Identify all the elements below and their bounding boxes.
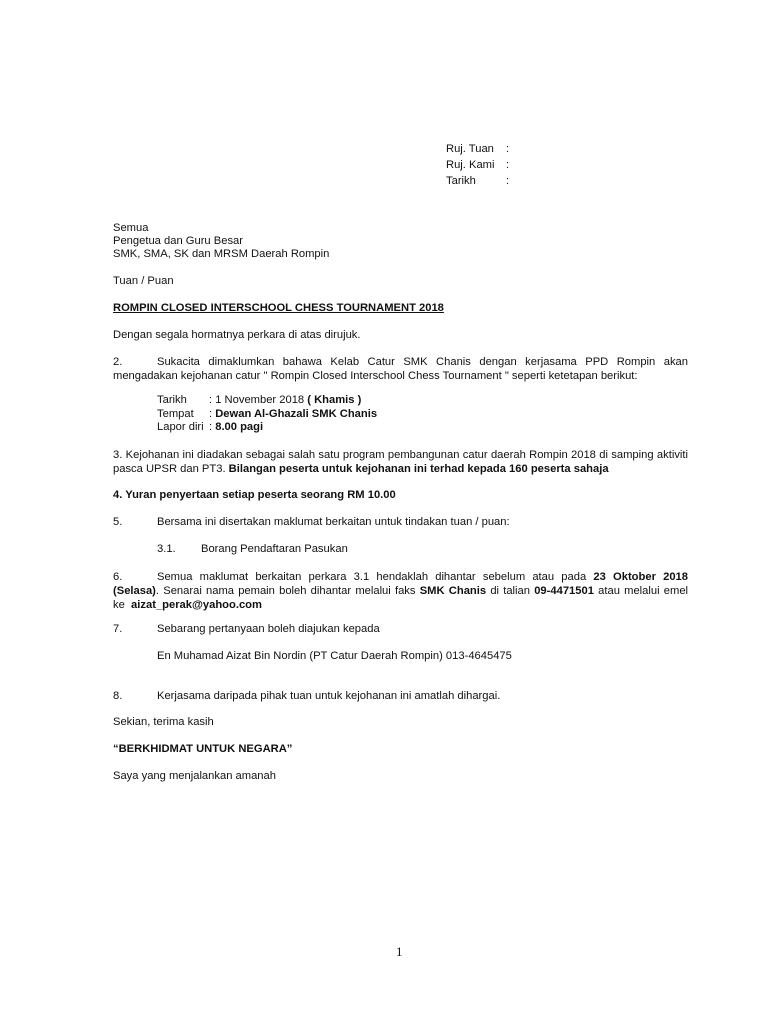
ref-colon: : (506, 159, 510, 171)
salutation: Tuan / Puan (113, 275, 174, 287)
paragraph-8 (113, 690, 500, 702)
email-link[interactable]: aizat_perak@yahoo.com (131, 599, 262, 611)
paragraph-3-bold: Bilangan peserta untuk kejohanan ini terhad kepada 160 peserta sahaja (228, 463, 609, 475)
ref-ruj-kami (446, 159, 509, 171)
detail-tempat-value: Dewan Al-Ghazali SMK Chanis (215, 408, 378, 420)
ref-ruj-tuan-label: Ruj. Tuan (446, 143, 494, 155)
paragraph-5-item (157, 543, 348, 555)
paragraph-3-text: 3. Kejohanan ini diadakan sebagai salah satu program pembangunan catur daerah Rompin 2018 di samping aktiviti pasca UPSR dan PT3. (113, 449, 688, 475)
contact-line: En Muhamad Aizat Bin Nordin (PT Catur Daerah Rompin) 013-4645475 (157, 650, 512, 662)
recipient-line3: SMK, SMA, SK dan MRSM Daerah Rompin (113, 248, 330, 260)
motto: “BERKHIDMAT UNTUK NEGARA” (113, 743, 293, 755)
paragraph-6-text4: atau melalui emel ke (113, 585, 689, 611)
ref-ruj-kami-label: Ruj. Kami (446, 159, 495, 171)
detail-tarikh-value: : 1 November 2018 (209, 394, 305, 406)
closing-line: Sekian, terima kasih (113, 716, 214, 728)
signoff: Saya yang menjalankan amanah (113, 770, 276, 782)
paragraph-5 (113, 516, 510, 528)
paragraph-3 (113, 448, 688, 476)
paragraph-2 (113, 355, 688, 383)
opening-line: Dengan segala hormatnya perkara di atas dirujuk. (113, 329, 361, 341)
ref-tarikh (446, 175, 509, 187)
detail-tarikh-day: ( Khamis ) (307, 394, 362, 406)
subject-title: ROMPIN CLOSED INTERSCHOOL CHESS TOURNAMENT 2018 (113, 302, 444, 314)
paragraph-6-text1: Semua maklumat berkaitan perkara 3.1 hendaklah dihantar sebelum atau pada (157, 571, 587, 583)
paragraph-5-text: Bersama ini disertakan maklumat berkaitan untuk tindakan tuan / puan: (157, 516, 510, 528)
paragraph-6 (113, 570, 688, 612)
paragraph-8-number: 8. (113, 690, 123, 702)
paragraph-2-text: Sukacita dimaklumkan bahawa Kelab Catur SMK Chanis dengan kerjasama PPD Rompin akan mengadakan kejohanan catur " Rompin Closed Interschool Chess Tournament " seperti ketetapan berikut: (113, 356, 688, 382)
ref-colon: : (506, 143, 510, 155)
paragraph-8-text: Kerjasama daripada pihak tuan untuk kejohanan ini amatlah dihargai. (157, 690, 501, 702)
ref-colon: : (506, 175, 510, 187)
page-number: 1 (396, 944, 403, 959)
paragraph-7-number: 7. (113, 623, 123, 635)
paragraph-6-text3: di talian (490, 585, 530, 597)
detail-lapor-colon: : (209, 421, 213, 433)
paragraph-6-text2: . Senarai nama pemain boleh dihantar melalui faks (155, 585, 416, 597)
paragraph-5-number: 5. (113, 516, 123, 528)
paragraph-2-number: 2. (113, 356, 123, 368)
detail-tempat-label: Tempat (157, 408, 194, 420)
item-text: Borang Pendaftaran Pasukan (201, 543, 348, 555)
paragraph-6-number: 6. (113, 571, 123, 583)
paragraph-7 (113, 623, 380, 635)
recipient-line1: Semua (113, 222, 149, 234)
paragraph-7-text: Sebarang pertanyaan boleh diajukan kepada (157, 623, 380, 635)
detail-lapor-diri (157, 421, 263, 433)
paragraph-4: 4. Yuran penyertaan setiap peserta seorang RM 10.00 (113, 489, 396, 501)
ref-ruj-tuan (446, 143, 509, 155)
recipient-line2: Pengetua dan Guru Besar (113, 235, 243, 247)
paragraph-6-fax: 09-4471501 (534, 585, 594, 597)
paragraph-6-deadline: 23 Oktober 2018 (Selasa) (113, 571, 688, 597)
detail-tempat-colon: : (209, 408, 213, 420)
detail-tarikh (157, 394, 361, 406)
ref-tarikh-label: Tarikh (446, 175, 476, 187)
item-number: 3.1. (157, 543, 176, 555)
detail-tempat (157, 408, 377, 420)
detail-tarikh-label: Tarikh (157, 394, 187, 406)
detail-lapor-value: 8.00 pagi (215, 421, 264, 433)
paragraph-6-school: SMK Chanis (419, 585, 487, 597)
detail-lapor-label: Lapor diri (157, 421, 204, 433)
